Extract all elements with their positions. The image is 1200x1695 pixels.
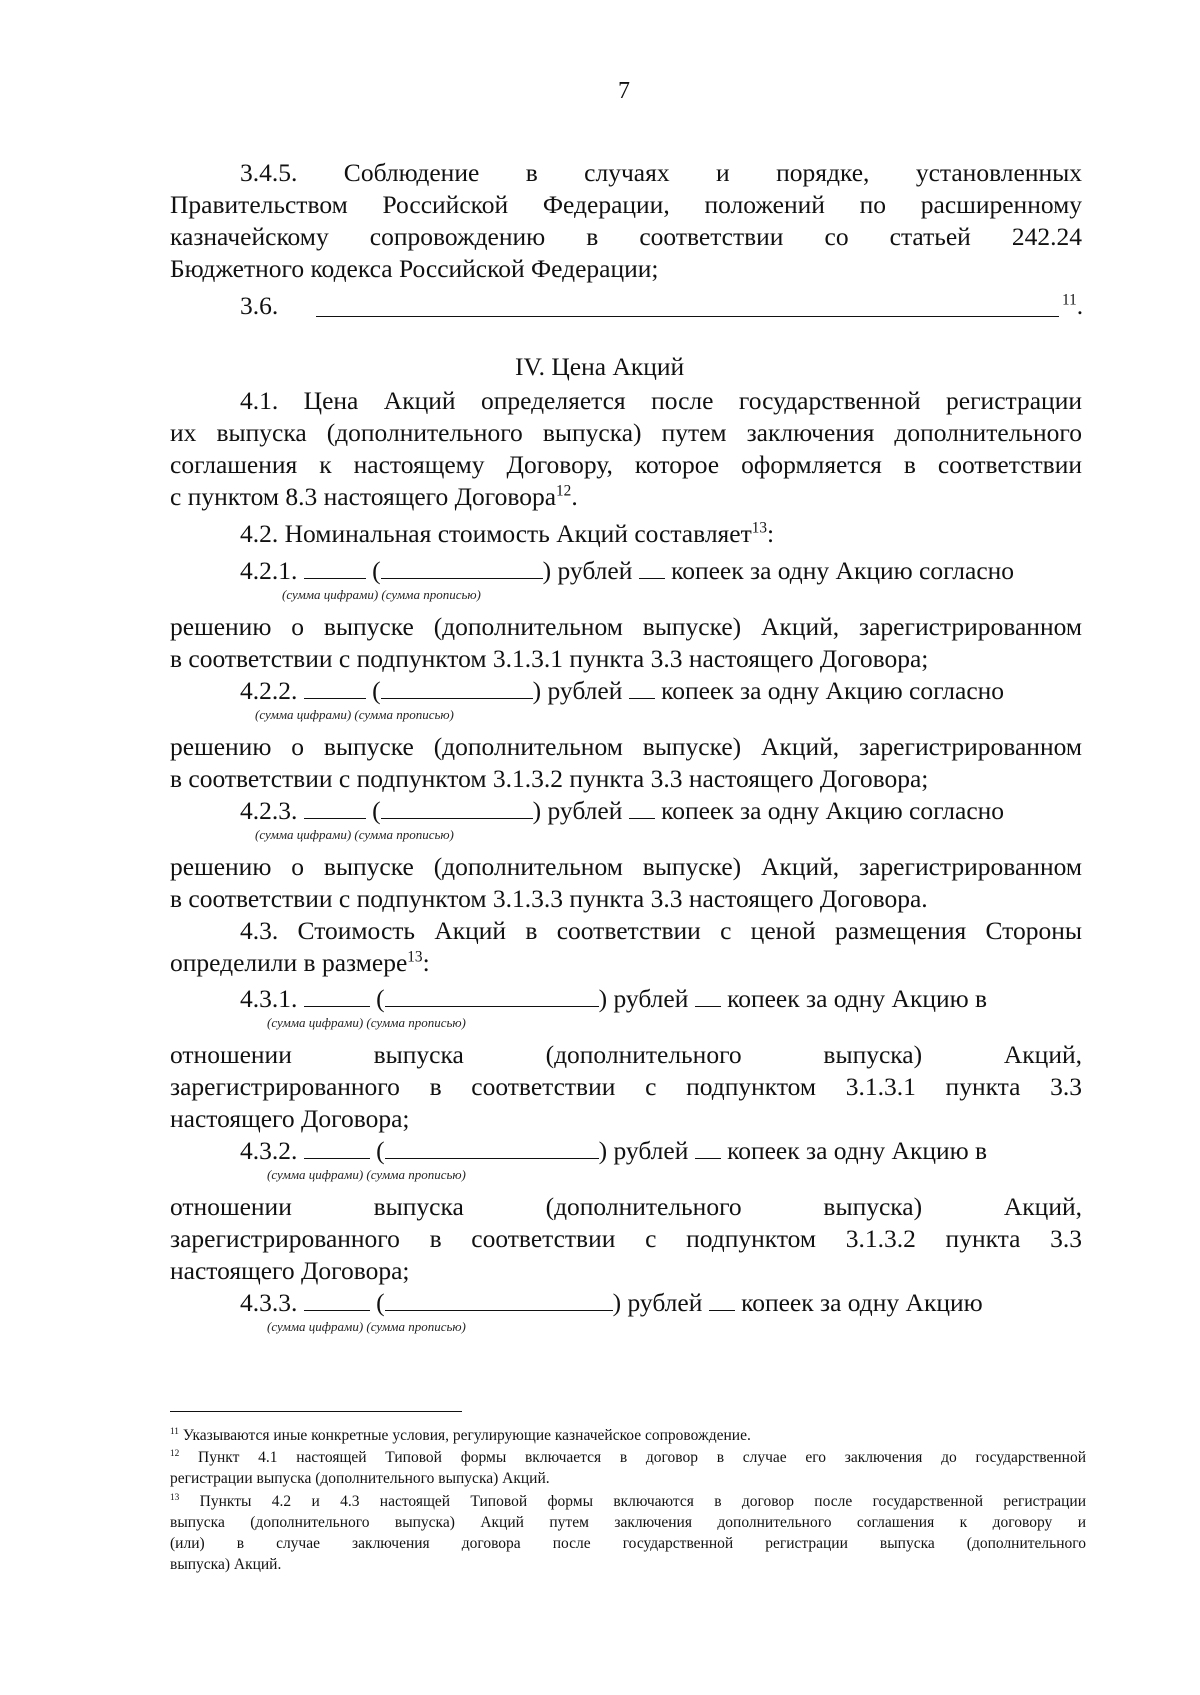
clause-4-2-end: : [767, 519, 775, 548]
footnote-number: 11 [170, 1426, 179, 1437]
footnote-line [170, 1447, 1086, 1468]
clause-4-3-2-line3: зарегистрированного в соответствии с подпунктом 3.1.3.2 пункта 3.3 [170, 1224, 1082, 1253]
footnote-line: выпуска) Акций. [170, 1556, 282, 1573]
clause-3-4-5-line1: 3.4.5. Соблюдение в случаях и порядке, установленных [240, 158, 1082, 187]
footnote-text: Пункты 4.2 и 4.3 настоящей Типовой формы включаются в договор после государственной регистрации [199, 1493, 1087, 1510]
clause-4-2-2-label: 4.2.2. [240, 676, 298, 705]
clause-4-2-1-line3: в соответствии с подпунктом 3.1.3.1 пункта 3.3 настоящего Договора; [170, 644, 929, 673]
clause-4-3-1-tail: ) рублей [598, 984, 689, 1013]
clause-4-3-line1: 4.3. Стоимость Акций в соответствии с ценой размещения Стороны [240, 916, 1082, 945]
clause-4-1-line1: 4.1. Цена Акций определяется после государственной регистрации [240, 386, 1082, 415]
footnote-number: 12 [170, 1448, 180, 1459]
clause-4-3-1-line3: зарегистрированного в соответствии с подпунктом 3.1.3.1 пункта 3.3 [170, 1072, 1082, 1101]
clause-4-3-1-caption: (сумма цифрами) (сумма прописью) [267, 1015, 466, 1030]
amount-words-blank [385, 1288, 613, 1311]
clause-4-2-3-caption: (сумма цифрами) (сумма прописью) [255, 827, 454, 842]
amount-digits-blank [304, 1136, 370, 1159]
clause-4-2-1-line1: 4.2.1. ( ) рублей копеек за одну Акцию согласно [240, 556, 1015, 585]
clause-4-3-2-caption: (сумма цифрами) (сумма прописью) [267, 1167, 466, 1182]
footnote-13 [170, 1491, 1086, 1575]
footnote-separator [170, 1411, 462, 1412]
clause-4-1-line2: их выпуска (дополнительного выпуска) путем заключения дополнительного [170, 418, 1082, 447]
clause-4-3-2-label: 4.3.2. [240, 1136, 298, 1165]
clause-4-2-2-line1: 4.2.2. ( ) рублей копеек за одну Акцию согласно [240, 676, 1005, 705]
clause-4-3-line2 [170, 947, 1082, 979]
footnote-ref-13: 13 [407, 948, 423, 966]
clause-3-6-label: 3.6. [240, 291, 279, 320]
footnote-line [170, 1425, 1086, 1446]
footnote-line [170, 1491, 1086, 1512]
amount-digits-blank [304, 556, 366, 579]
clause-4-1-line4-text: с пунктом 8.3 настоящего Договора [170, 482, 557, 511]
footnote-text: Пункт 4.1 настоящей Типовой формы включается в договор в случае его заключения до государственной [198, 1449, 1087, 1466]
clause-4-2-3-tail: ) рублей [532, 796, 623, 825]
clause-4-2-1-tail2: копеек за одну Акцию согласно [671, 556, 1015, 585]
footnote-line: регистрации выпуска (дополнительного выпуска) Акций. [170, 1470, 550, 1487]
clause-4-2-2-tail2: копеек за одну Акцию согласно [661, 676, 1005, 705]
clause-4-2-2-line2: решению о выпуске (дополнительном выпуске) Акций, зарегистрированном [170, 732, 1082, 761]
kopecks-blank [695, 984, 721, 1007]
footnote-ref-12: 12 [556, 482, 572, 500]
footnote-12 [170, 1447, 1086, 1489]
clause-4-3-3-tail2: копеек за одну Акцию [741, 1288, 983, 1317]
amount-words-blank [381, 556, 543, 579]
kopecks-blank [709, 1288, 735, 1311]
clause-4-3-3-label: 4.3.3. [240, 1288, 298, 1317]
clause-4-2-3-label: 4.2.3. [240, 796, 298, 825]
clause-4-3-2-line1: 4.3.2. ( ) рублей копеек за одну Акцию в [240, 1136, 988, 1165]
clause-3-6-end: . [1076, 291, 1084, 320]
clause-4-3-3-line1: 4.3.3. ( ) рублей копеек за одну Акцию [240, 1288, 983, 1317]
clause-4-2-1-line2: решению о выпуске (дополнительном выпуске) Акций, зарегистрированном [170, 612, 1082, 641]
clause-3-4-5-line2: Правительством Российской Федерации, положений по расширенному [170, 190, 1082, 219]
section-title: IV. Цена Акций [515, 352, 685, 381]
clause-4-3-2-line4: настоящего Договора; [170, 1256, 410, 1285]
clause-4-2-1-label: 4.2.1. [240, 556, 298, 585]
clause-3-6-blank-line [316, 316, 1059, 317]
clause-3-6 [170, 290, 1082, 322]
footnote-line: (или) в случае заключения договора после государственной регистрации выпуска (дополнительного [170, 1535, 1086, 1552]
clause-4-2-3-line3: в соответствии с подпунктом 3.1.3.3 пункта 3.3 настоящего Договора. [170, 884, 928, 913]
amount-digits-blank [304, 984, 370, 1007]
clause-4-2-2-line3: в соответствии с подпунктом 3.1.3.2 пункта 3.3 настоящего Договора; [170, 764, 929, 793]
footnote-number: 13 [170, 1492, 180, 1503]
clause-3-4-5-line3: казначейскому сопровождению в соответствии со статьей 242.24 [170, 222, 1082, 251]
clause-4-2-text: 4.2. Номинальная стоимость Акций составляет [240, 519, 752, 548]
clause-4-3-1-label: 4.3.1. [240, 984, 298, 1013]
footnote-11 [170, 1425, 1086, 1446]
clause-4-3-2-tail: ) рублей [598, 1136, 689, 1165]
footnote-ref-13: 13 [751, 519, 768, 537]
clause-4-3-end: : [422, 948, 430, 977]
clause-4-2-1-tail: ) рублей [542, 556, 633, 585]
amount-words-blank [381, 676, 533, 699]
clause-4-2-3-line1: 4.2.3. ( ) рублей копеек за одну Акцию согласно [240, 796, 1005, 825]
page-number: 7 [618, 78, 630, 104]
kopecks-blank [629, 796, 655, 819]
clause-4-3-line2-text: определили в размере [170, 948, 408, 977]
clause-4-2-2-tail: ) рублей [532, 676, 623, 705]
kopecks-blank [695, 1136, 721, 1159]
footnote-line: выпуска (дополнительного выпуска) Акций путем заключения дополнительного соглашения к договору и [170, 1514, 1086, 1531]
footnote-ref-11: 11 [1062, 291, 1077, 309]
clause-3-6-footnote-ref [1062, 290, 1092, 322]
clause-4-2-2-caption: (сумма цифрами) (сумма прописью) [255, 707, 454, 722]
amount-digits-blank [304, 676, 366, 699]
kopecks-blank [629, 676, 655, 699]
clause-4-3-2-line2: отношении выпуска (дополнительного выпуска) Акций, [170, 1192, 1082, 1221]
clause-4-3-1-line2: отношении выпуска (дополнительного выпуска) Акций, [170, 1040, 1082, 1069]
clause-4-3-1-line4: настоящего Договора; [170, 1104, 410, 1133]
clause-4-3-1-tail2: копеек за одну Акцию в [727, 984, 988, 1013]
footnote-text: Указываются иные конкретные условия, регулирующие казначейское сопровождение. [182, 1427, 751, 1444]
clause-4-3-3-caption: (сумма цифрами) (сумма прописью) [267, 1319, 466, 1334]
clause-4-3-3-tail: ) рублей [612, 1288, 703, 1317]
kopecks-blank [639, 556, 665, 579]
amount-words-blank [385, 984, 599, 1007]
amount-words-blank [385, 1136, 599, 1159]
clause-4-2-1-caption: (сумма цифрами) (сумма прописью) [282, 587, 481, 602]
amount-digits-blank [304, 796, 366, 819]
clause-4-2 [170, 518, 1082, 550]
clause-4-1-line4: с пунктом 8.3 настоящего Договора$^{12}$. [170, 482, 578, 511]
amount-digits-blank [304, 1288, 370, 1311]
clause-4-3-1-line1: 4.3.1. ( ) рублей копеек за одну Акцию в [240, 984, 988, 1013]
clause-4-3-2-tail2: копеек за одну Акцию в [727, 1136, 988, 1165]
clause-4-2-3-tail2: копеек за одну Акцию согласно [661, 796, 1005, 825]
clause-4-1-line3: соглашения к настоящему Договору, которое оформляется в соответствии [170, 450, 1082, 479]
clause-3-4-5-line4: Бюджетного кодекса Российской Федерации; [170, 254, 659, 283]
clause-4-2-3-line2: решению о выпуске (дополнительном выпуске) Акций, зарегистрированном [170, 852, 1082, 881]
amount-words-blank [381, 796, 533, 819]
